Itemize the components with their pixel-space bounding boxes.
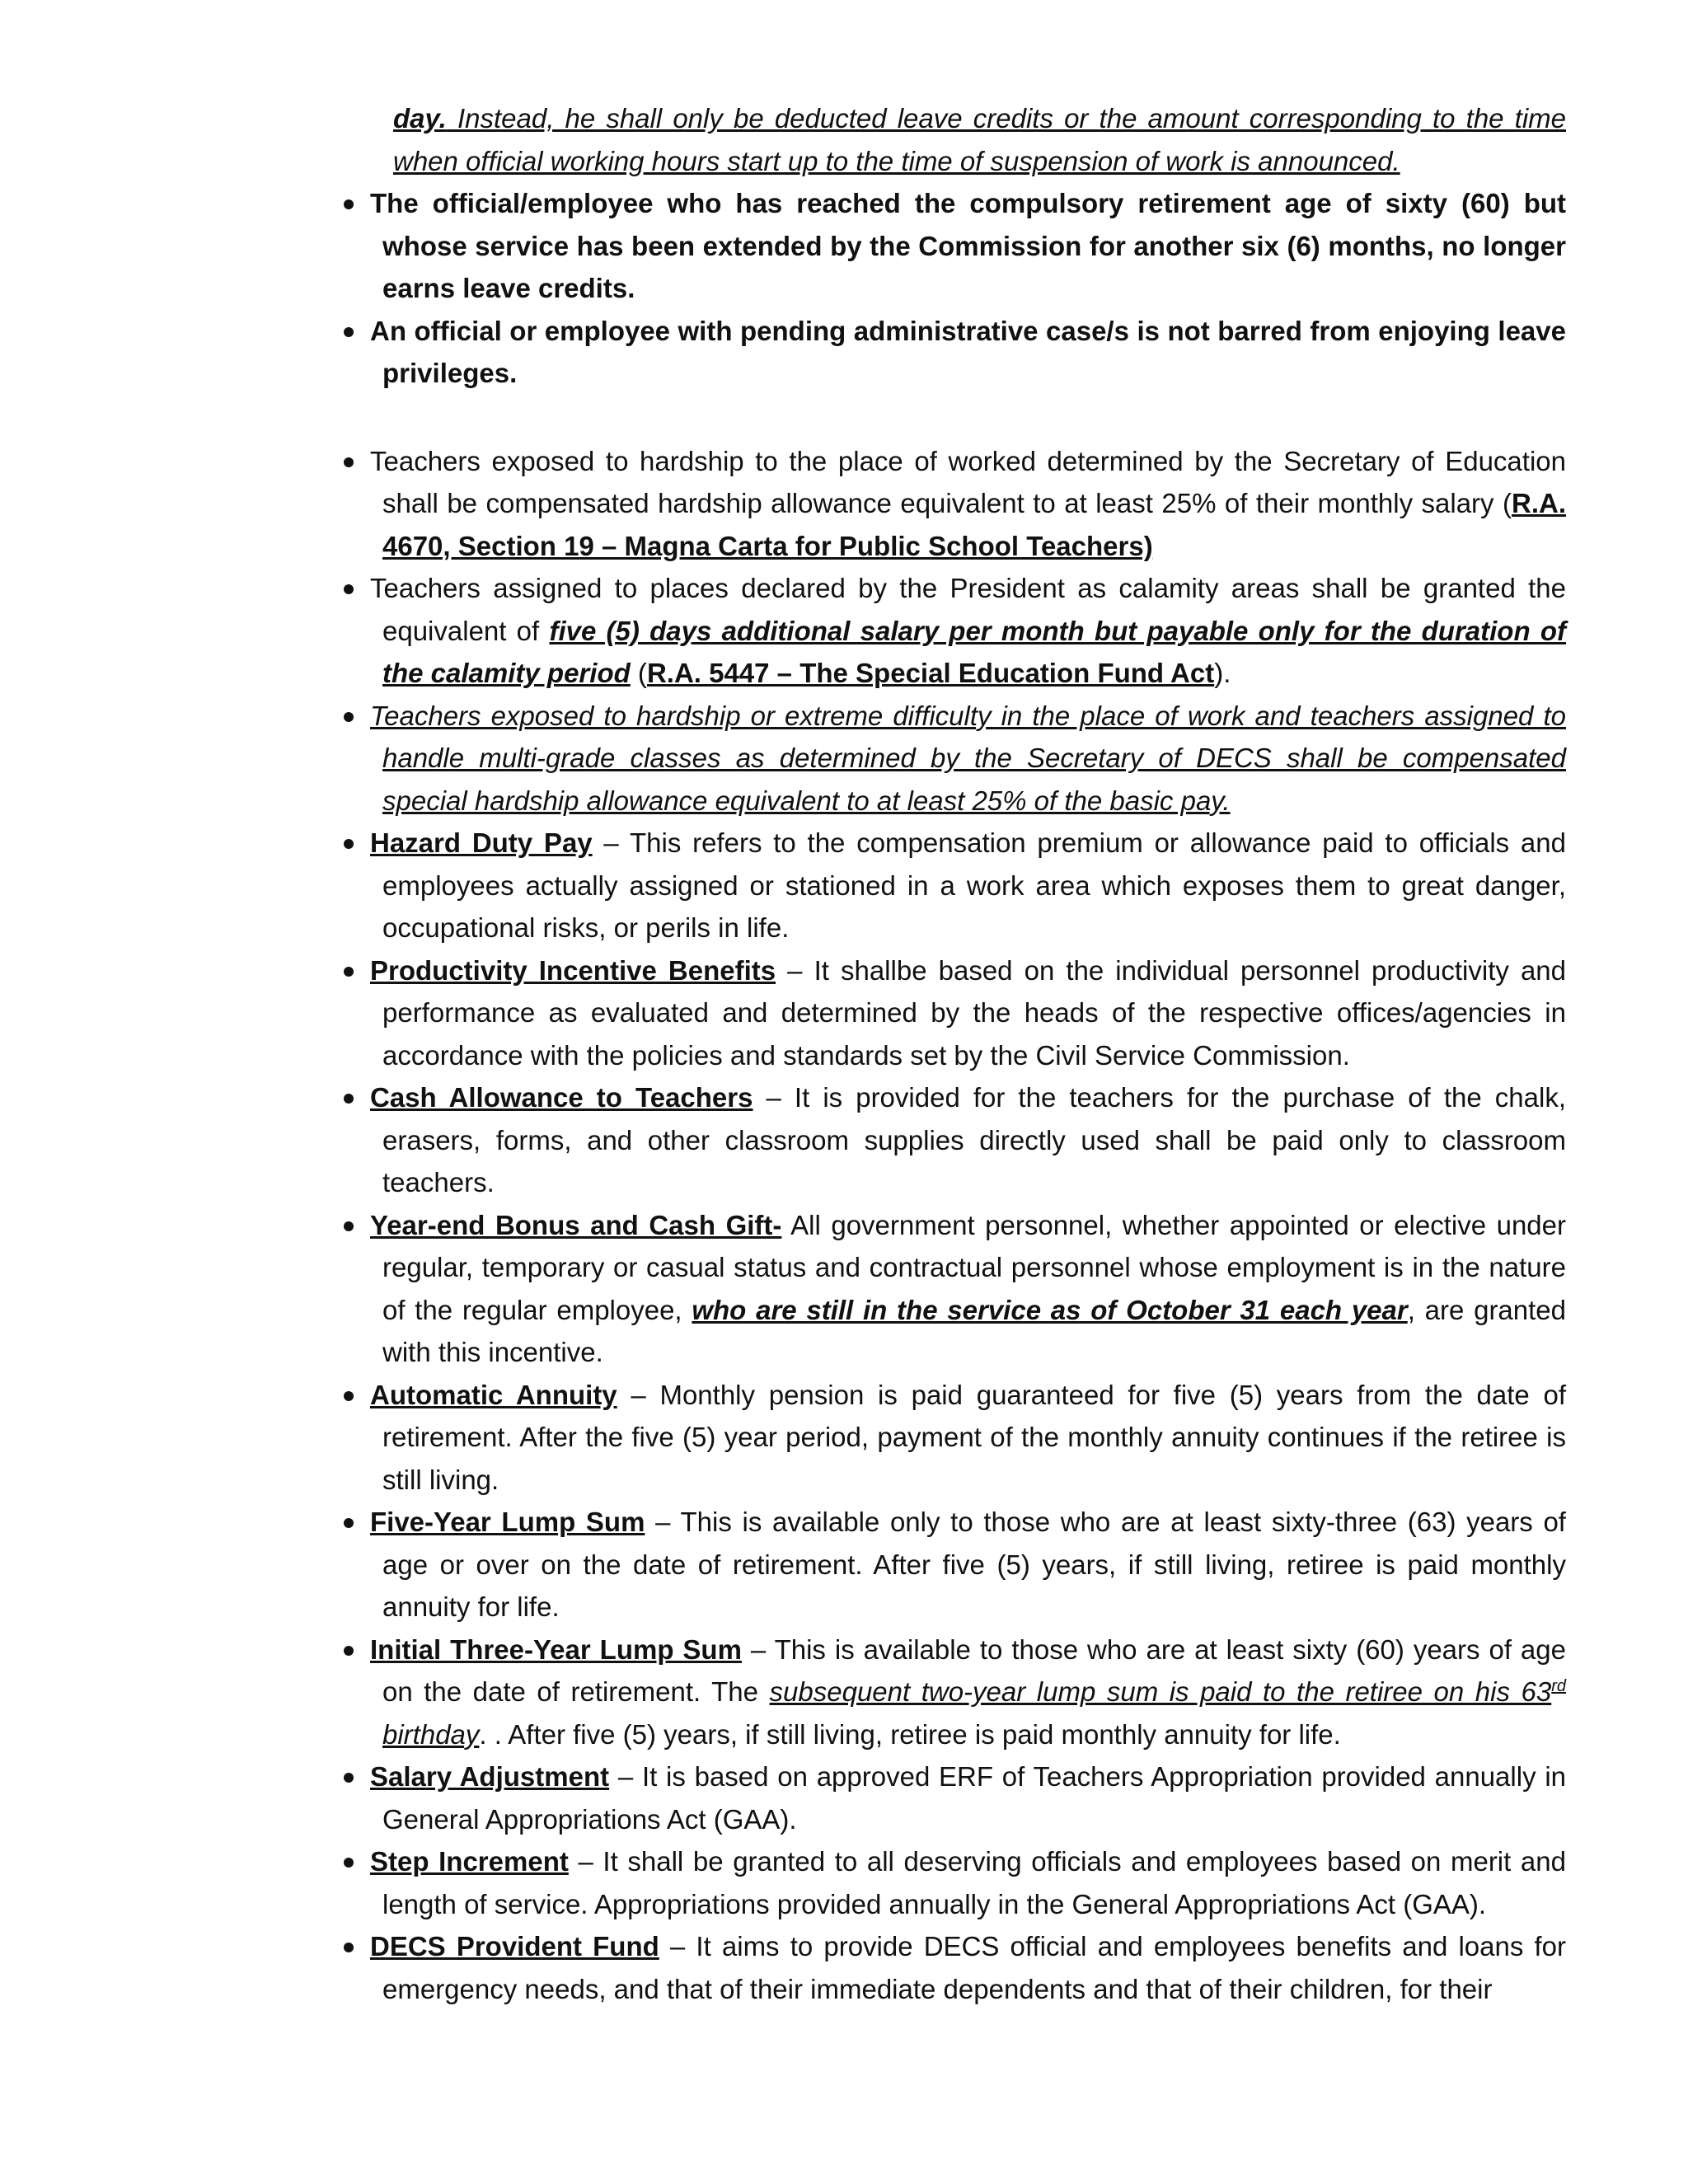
bullet-list: [331, 97, 1566, 2010]
text-run: Teachers assigned to places declared by the President as calamity areas shall be granted the equivalent of: [370, 573, 1566, 646]
text-run: An official or employee with pending administrative case/s is not barred from enjoying leave privileges.: [370, 315, 1566, 388]
text-run: – It is based on approved ERF of Teachers Appropriation provided annually in General Appropriations Act (GAA).: [382, 1761, 1567, 1835]
bullet-icon: [344, 199, 354, 209]
bullet-icon: [344, 1094, 354, 1104]
text-run: Teachers exposed to hardship to the place of worked determined by the Secretary of Education shall be compensated hardship allowance equivalent to at least 25% of their monthly salary (: [370, 445, 1566, 518]
item-text: [370, 188, 1566, 303]
text-run: birthday: [382, 1718, 480, 1750]
bullet-item: [331, 1629, 1566, 1756]
bullet-item: [331, 1076, 1566, 1204]
item-text: [370, 316, 1566, 389]
text-run: ).: [1214, 658, 1231, 688]
bullet-item: [331, 310, 1566, 395]
bullet-item: [331, 1755, 1566, 1840]
bullet-item: [331, 1925, 1566, 2010]
bullet-icon: [344, 327, 354, 337]
item-heading: Automatic Annuity: [370, 1379, 617, 1410]
bullet-icon: [344, 1858, 354, 1868]
text-run: – This is available only to those who are at least sixty-three (63) years of age or over on the date of retirement. After five (5) years, if still living, retiree is paid monthly annuity for life.: [382, 1507, 1566, 1622]
bullet-icon: [344, 1221, 354, 1231]
bullet-icon: [344, 712, 354, 722]
bullet-icon: [344, 1646, 354, 1656]
item-text: [370, 827, 1566, 943]
text-run: Instead, he shall only be deducted leave credits or the amount corresponding to the time when official working hours start up to the time of suspension of work is announced.: [393, 103, 1566, 176]
item-text: [370, 1210, 1566, 1368]
bullet-item: [331, 440, 1566, 568]
text-run: Teachers exposed to hardship or extreme difficulty in the place of work and teachers assigned to handle multi-grade classes as determined by the Secretary of DECS shall be compensated special hardship allowance equivalent to at least 25% of the basic pay.: [370, 700, 1566, 816]
text-run: – This is available to those who are at least sixty (60) years of age on the date of retirement. The: [382, 1633, 1566, 1707]
item-text: [370, 1931, 1566, 2004]
item-heading: Cash Allowance to Teachers: [370, 1082, 753, 1113]
text-run: The official/employee who has reached the compulsory retirement age of sixty (60) but whose service has been extended by the Commission for another six (6) months, no longer earns leave credits.: [370, 188, 1566, 303]
item-text: [370, 573, 1566, 688]
bullet-item: [331, 695, 1566, 823]
item-heading: R.A. 4670, Section 19 – Magna Carta for Public School Teachers): [382, 488, 1566, 561]
item-heading: Initial Three-Year Lump Sum: [370, 1633, 742, 1665]
text-run: rd: [1551, 1677, 1567, 1695]
item-text: [370, 701, 1566, 816]
item-heading: Step Increment: [370, 1846, 569, 1877]
bullet-icon: [344, 967, 354, 977]
text-run: five (5) days additional salary per month but payable only for the duration of the calamity period: [382, 615, 1567, 688]
bullet-item: [331, 567, 1566, 695]
text-run: All government personnel, whether appointed or elective under regular, temporary or casual status and contractual personnel whose employment is in the nature of the regular employee,: [382, 1209, 1566, 1325]
bullet-icon: [344, 457, 354, 467]
text-run: (: [630, 658, 647, 688]
item-text: [370, 1634, 1566, 1750]
paragraph-gap: [331, 395, 1566, 440]
bullet-item: [331, 949, 1566, 1077]
bullet-icon: [344, 1943, 354, 1952]
item-heading: R.A. 5447 – The Special Education Fund Act: [646, 658, 1215, 688]
item-text: [370, 446, 1566, 561]
bullet-item: [331, 182, 1566, 310]
item-text: [370, 1507, 1566, 1622]
text-run: day.: [393, 103, 447, 134]
bullet-icon: [344, 584, 354, 594]
item-heading: Productivity Incentive Benefits: [370, 954, 776, 986]
continued-paragraph: [331, 97, 1566, 182]
text-run: – It shallbe based on the individual personnel productivity and performance as evaluated and determined by the heads of the respective offices/agencies in accordance with the policies and standards set by the Civil Service Commission.: [382, 954, 1566, 1071]
text-run: – This refers to the compensation premium or allowance paid to officials and employees actually assigned or stationed in a work area which exposes them to great danger, occupational risks, or perils in life.: [382, 827, 1566, 943]
item-text: [370, 955, 1566, 1071]
text-run: – It shall be granted to all deserving officials and employees based on merit and length of service. Appropriations provided annually in the General Appropriations Act (GAA).: [382, 1846, 1566, 1919]
bullet-item: [331, 1840, 1566, 1925]
text-run: – It is provided for the teachers for the purchase of the chalk, erasers, forms, and other classroom supplies directly used shall be paid only to classroom teachers.: [382, 1082, 1566, 1197]
text-run: – Monthly pension is paid guaranteed for five (5) years from the date of retirement. After the five (5) year period, payment of the monthly annuity continues if the retiree is still living.: [382, 1379, 1566, 1495]
item-text: [370, 1380, 1566, 1495]
item-heading: Year-end Bonus and Cash Gift-: [370, 1209, 782, 1240]
text-run: , are granted with this incentive.: [382, 1294, 1567, 1367]
item-heading: DECS Provident Fund: [370, 1931, 659, 1961]
bullet-item: [331, 1374, 1566, 1502]
item-heading: Hazard Duty Pay: [370, 827, 593, 858]
item-text: [370, 1082, 1566, 1197]
text-run: who are still in the service as of October 31 each year: [692, 1294, 1408, 1325]
bullet-icon: [344, 1773, 354, 1783]
bullet-icon: [344, 1518, 354, 1528]
item-text: [370, 1761, 1566, 1835]
bullet-icon: [344, 839, 354, 849]
item-text: [370, 1846, 1566, 1919]
bullet-item: [331, 1204, 1566, 1374]
text-run: . . After five (5) years, if still living, retiree is paid monthly annuity for life.: [479, 1718, 1341, 1750]
bullet-item: [331, 822, 1566, 949]
bullet-item: [331, 1501, 1566, 1629]
bullet-icon: [344, 1391, 354, 1401]
item-heading: Salary Adjustment: [370, 1761, 610, 1792]
text-run: – It aims to provide DECS official and employees benefits and loans for emergency needs, and that of their immediate dependents and that of their children, for their: [382, 1931, 1566, 2004]
text-run: subsequent two-year lump sum is paid to the retiree on his 63: [769, 1676, 1552, 1707]
item-text: [393, 103, 1566, 176]
item-heading: Five-Year Lump Sum: [370, 1507, 645, 1537]
